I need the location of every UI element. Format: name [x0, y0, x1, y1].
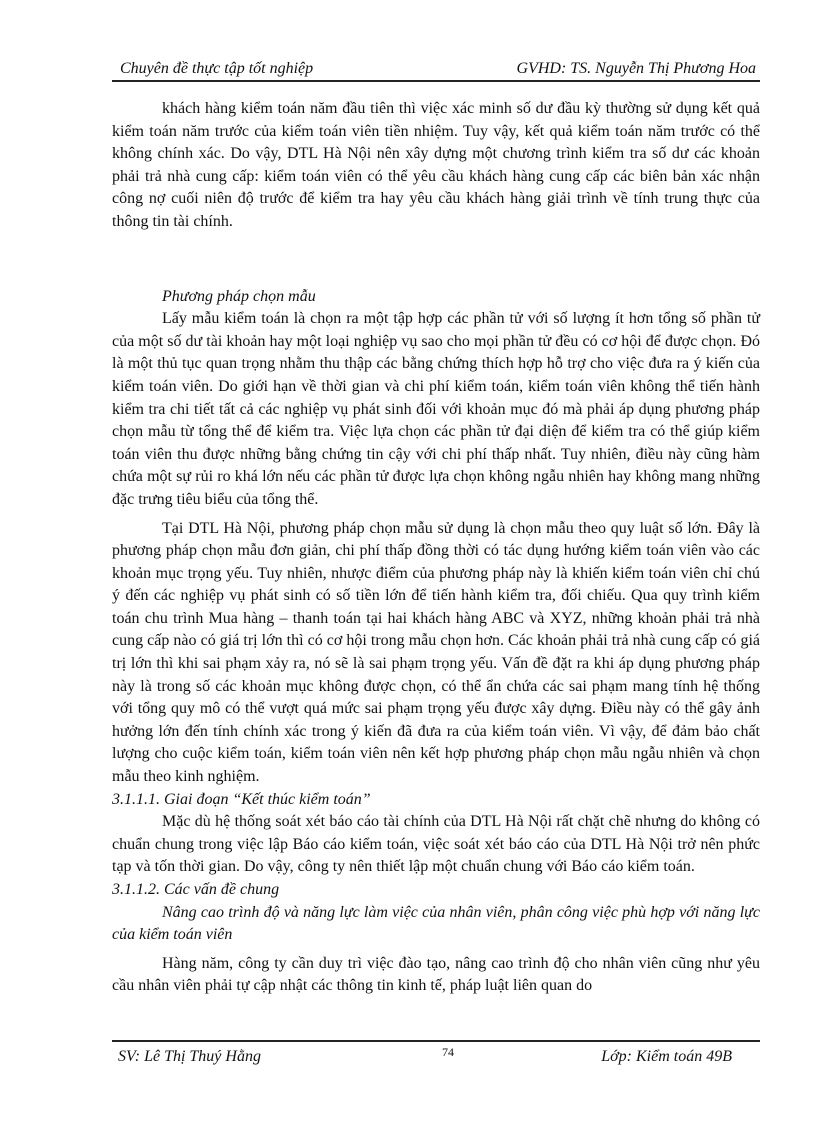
page-footer — [112, 1040, 760, 1070]
section-heading-3111: 3.1.1.1. Giai đoạn “Kết thúc kiểm toán” — [112, 790, 371, 808]
paragraph-opening-balance: khách hàng kiểm toán năm đầu tiên thì việc xác minh số dư đầu kỳ thường sử dụng kết quả kiểm toán năm trước của kiểm toán viên tiền nhiệm. Tuy vậy, kết quả kiểm toán năm trước có thể không chính xác. Do vậy, DTL Hà Nội nên xây dựng một chương trình kiểm tra số dư các khoản phải trả nhà cung cấp: kiểm toán viên có thể yêu cầu khách hàng cung cấp các biên bản xác nhận công nợ cuối niên độ trước để kiểm tra hay yêu cầu khách hàng giải trình về tính trung thực của thông tin tài chính. — [112, 100, 760, 230]
paragraph-staff-training: Hàng năm, công ty cần duy trì việc đào tạo, nâng cao trình độ cho nhân viên cũng như yêu cầu nhân viên phải tự cập nhật các thông tin kinh tế, pháp luật liên quan do — [112, 954, 760, 995]
header-advisor: GVHD: TS. Nguyễn Thị Phương Hoa — [516, 60, 756, 77]
paragraph-sampling-definition: Lấy mẫu kiểm toán là chọn ra một tập hợp các phần tử với số lượng ít hơn tổng số phần tử của một số dư tài khoản hay một loại nghiệp vụ sao cho mọi phần tử đều có cơ hội để được chọn. Đó là một thủ tục quan trọng nhằm thu thập các bằng chứng thích hợp hỗ trợ cho việc đưa ra ý kiến của kiểm toán viên. Do giới hạn về thời gian và chi phí kiểm toán, kiểm toán viên không thể tiến hành kiểm tra chi tiết tất cả các nghiệp vụ phát sinh đối với khoản mục đó mà phải áp dụng phương pháp chọn mẫu từ tổng thể để kiểm tra. Việc lựa chọn các phần tử đại diện để kiểm tra có thể giúp kiểm toán viên thu được những bằng chứng tin cậy với chi phí thấp nhất. Tuy nhiên, điều này cũng hàm chứa một sự rủi ro khá lớn nếu các phần tử được lựa chọn không ngẫu nhiên hay không mang những đặc trưng tiêu biểu của tổng thể. — [112, 310, 760, 508]
page-header — [112, 56, 760, 82]
heading-sampling-method: Phương pháp chọn mẫu — [162, 287, 316, 305]
spacer — [112, 234, 760, 286]
paragraph-sampling-at-dtl: Tại DTL Hà Nội, phương pháp chọn mẫu sử dụng là chọn mẫu theo quy luật số lớn. Đây là phương pháp chọn mẫu đơn giản, chi phí thấp đồng thời có tác dụng hướng kiểm toán viên vào các khoản mục trọng yếu. Tuy nhiên, nhược điểm của phương pháp này là khiến kiểm toán viên chỉ chú ý đến các nghiệp vụ phát sinh có số tiền lớn để tiến hành kiểm tra, đối chiếu. Qua quy trình kiểm toán chu trình Mua hàng – thanh toán tại hai khách hàng ABC và XYZ, những khoản phải trả nhà cung cấp nào có giá trị lớn thì có cơ hội trong mẫu chọn hơn. Các khoản phải trả nhà cung cấp có giá trị lớn thì khi sai phạm xảy ra, nó sẽ là sai phạm trọng yếu. Vấn đề đặt ra khi áp dụng phương pháp này là trong số các khoản mục không được chọn, có thể ẩn chứa các sai phạm mang tính hệ thống với tổng quy mô có thể vượt quá mức sai phạm trọng yếu được xây dựng. Điều này có thể gây ảnh hưởng lớn đến tính chính xác trong ý kiến đã đưa ra của kiểm toán viên. Vì vậy, để đảm bảo chất lượng cho cuộc kiểm toán, kiểm toán viên nên kết hợp phương pháp chọn mẫu ngẫu nhiên và chọn mẫu theo kinh nghiệm. — [112, 519, 760, 786]
footer-student-name: SV: Lê Thị Thuý Hằng — [118, 1048, 261, 1065]
header-document-title: Chuyên đề thực tập tốt nghiệp — [120, 60, 314, 77]
paragraph-report-review: Mặc dù hệ thống soát xét báo cáo tài chính của DTL Hà Nội rất chặt chẽ nhưng do không có chuẩn chung trong việc lập Báo cáo kiểm toán, việc soát xét báo cáo của DTL Hà Nội trở nên phức tạp và tốn thời gian. Do vậy, công ty nên thiết lập một chuẩn chung với Báo cáo kiểm toán. — [112, 813, 760, 876]
page-body — [112, 98, 760, 998]
footer-class: Lớp: Kiểm toán 49B — [601, 1048, 732, 1065]
page-number: 74 — [442, 1045, 454, 1059]
subheading-staff-capability: Nâng cao trình độ và năng lực làm việc của nhân viên, phân công việc phù hợp với năng lực của kiểm toán viên — [112, 903, 760, 944]
section-heading-3112: 3.1.1.2. Các vấn đề chung — [112, 881, 280, 898]
